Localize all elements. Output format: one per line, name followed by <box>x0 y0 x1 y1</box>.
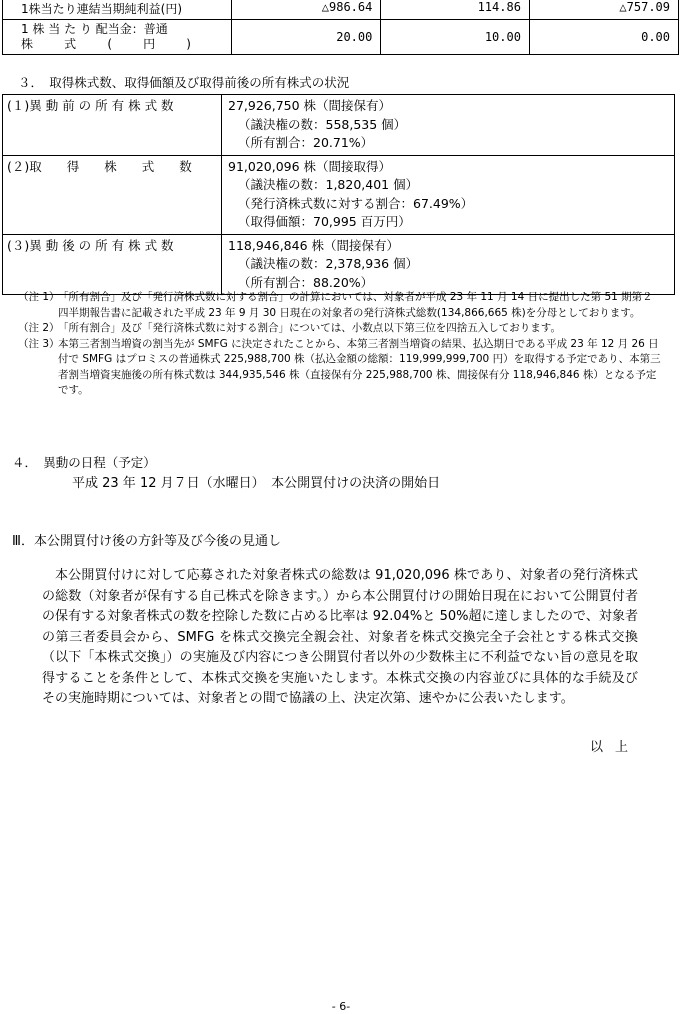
detail-line: 118,946,846 株（間接保有） <box>228 237 399 253</box>
note-tag: （注 3） <box>18 337 60 350</box>
detail-cell <box>222 155 675 234</box>
section-heading: Ⅲ．本公開買付け後の方針等及び今後の見通し <box>12 534 281 549</box>
shares-status-table <box>2 94 675 295</box>
note-tag: （注 2） <box>18 322 60 334</box>
note-item <box>18 321 663 337</box>
detail-line: 27,926,750 株（間接保有） <box>228 98 392 113</box>
detail-line: 91,020,096 株（間接取得） <box>228 158 392 174</box>
category-cell: (３)異 動 後 の 所 有 株 式 数 <box>3 234 222 295</box>
table-row <box>3 0 679 20</box>
financial-summary-table <box>2 0 679 55</box>
detail-line: （発行済株式数に対する割合：67.49%） <box>238 195 474 211</box>
value-cell: 20.00 <box>232 20 381 55</box>
value-cell: △757.09 <box>529 0 678 20</box>
table-row <box>3 95 675 156</box>
detail-line: （議決権の数：2,378,936 個） <box>238 256 419 271</box>
detail-line: （議決権の数：558,535 個） <box>238 116 407 132</box>
detail-line: （議決権の数：1,820,401 個） <box>238 177 419 192</box>
section-heading: ４． 異動の日程（予定） <box>12 455 156 470</box>
category-cell: (２)取 得 株 式 数 <box>3 155 222 234</box>
row-label-net-income-per-share: 1株当たり連結当期純利益(円) <box>3 0 232 20</box>
detail-line: （所有割合：88.20%） <box>238 274 374 290</box>
note-text: 本第三者割当増資の割当先が SMFG に決定されたことから、本第三者割当増資の結果、払込期日である平成 23 年 12 月 26 日付で SMFG はプロミスの普通株式 225,988,700 株（払込金額の総額：119,999,999,700 円）を取得する予定であり、本第三者割当増資実施後の所有株式数は 344,935,546 株（直接保有分 225,988,700 株、間接保有分 118,946,846 株）となる予定です。 <box>58 337 661 396</box>
label-part: 円 <box>143 37 156 51</box>
section-heading: ３． 取得株式数、取得価額及び取得前後の所有株式の状況 <box>18 75 350 90</box>
detail-line: （取得価額：70,995 百万円） <box>238 214 411 229</box>
label-part: ( <box>107 37 112 51</box>
category-cell: (１)異 動 前 の 所 有 株 式 数 <box>3 95 222 156</box>
value-cell: △986.64 <box>232 0 381 20</box>
notes-block <box>18 290 663 399</box>
value-cell: 114.86 <box>381 0 530 20</box>
page-number: - 6- <box>331 1000 351 1013</box>
label-part: 式 <box>64 37 77 51</box>
note-text: 「所有割合」及び「発行済株式数に対する割合」については、小数点以下第三位を四捨五入しております。 <box>58 322 561 334</box>
value-cell: 0.00 <box>529 20 678 55</box>
table-row <box>3 234 675 295</box>
table-row <box>3 155 675 234</box>
outlook-paragraph: 本公開買付けに対して応募された対象者株式の総数は 91,020,096 株であり、対象者の発行済株式の総数（対象者が保有する自己株式を除きます。）から本公開買付けの開始日現在において公開買付者の保有する対象者株式の数を控除した数に占める比率は 92.04%と 50%超に達しましたので、対象者の第三者委員会から、SMFG を株式交換完全親会社、対象者を株式交換完全子会社とする株式交換（以下「本株式交換」）の実施及び内容につき公開買付者以外の少数株主に不利益でない旨の意見を取得することを条件として、本株式交換を実施いたします。本株式交換の内容並びに具体的な手続及びその実施時期については、対象者との間で協議の上、決定次第、速やかに公表いたします。 <box>42 568 638 706</box>
schedule-line: 平成 23 年 12 月７日（水曜日） 本公開買付けの決済の開始日 <box>72 476 441 491</box>
label-part: 株 <box>21 37 34 51</box>
detail-line: （所有割合：20.71%） <box>238 135 374 150</box>
label-part: ) <box>186 37 191 51</box>
closing-mark: 以上 <box>590 740 641 755</box>
row-label-dividend-per-share <box>3 20 232 55</box>
detail-cell <box>222 95 675 156</box>
note-item <box>18 290 663 321</box>
table-row <box>3 20 679 55</box>
value-cell: 10.00 <box>381 20 530 55</box>
label-line <box>21 37 191 52</box>
note-tag: （注 1） <box>18 291 60 303</box>
label-line: 1 株 当 た り 配当金：普通 <box>21 22 168 36</box>
note-text: 「所有割合」及び「発行済株式数に対する割合」の計算においては、対象者が平成 23 年 11 月 14 日に提出した第 51 期第２四半期報告書に記載された平成 23 年 9 月 30 日現在の対象者の発行済株式総数(134,866,665 株)を分母としております。 <box>58 291 653 319</box>
note-item <box>18 337 663 399</box>
detail-cell <box>222 234 675 295</box>
